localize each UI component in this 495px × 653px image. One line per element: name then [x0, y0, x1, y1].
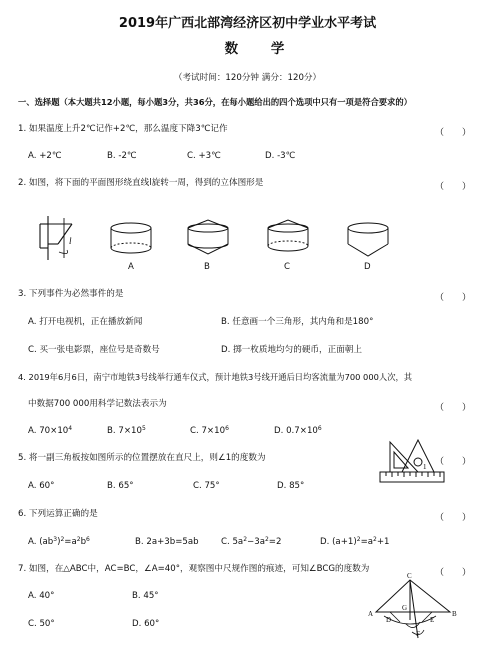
q2-solid-a	[104, 218, 164, 268]
q6-option-c: C. $5a^2-3a^2=2$	[221, 536, 282, 547]
q6-option-a: A. $(ab^3)^2=a^2b^6$	[28, 536, 90, 547]
q1-option-c: C. +3℃	[187, 151, 221, 161]
q5-option-b: B. 65°	[107, 481, 134, 491]
q2-solid-c	[261, 216, 321, 266]
q7-label-e: E	[430, 616, 435, 624]
q7-label-b: B	[452, 610, 457, 618]
q4-option-c: C. $7\times 10^6$	[190, 425, 229, 436]
q7-triangle-construction-figure	[366, 572, 461, 642]
q7-label-a: A	[368, 610, 374, 618]
q2-label-b: B	[204, 262, 210, 272]
q7-stem: 7. 如图，在△ABC中，AC=BC，∠A=40°，观察图中尺规作图的痕迹，可知∠BCG的度数为	[18, 564, 370, 574]
section-heading: 一、选择题（本大题共12小题，每小题3分，共36分，在每小题给出的四个选项中只有一项是符合要求的）	[18, 97, 412, 107]
q5-option-d: D. 85°	[277, 481, 305, 491]
q4-option-b: B. $7\times 10^5$	[107, 425, 146, 436]
q7-option-c: C. 50°	[28, 619, 55, 629]
q7-label-c: C	[407, 572, 412, 580]
exam-info: （考试时间：120分钟 满分：120分）	[173, 73, 322, 83]
q4-answer-paren: （ ）	[435, 403, 472, 413]
q5-answer-paren: （ ）	[435, 457, 472, 467]
q2-solid-b	[181, 216, 241, 266]
q7-option-a: A. 40°	[28, 591, 55, 601]
q7-option-b: B. 45°	[132, 591, 159, 601]
q2-label-c: C	[284, 262, 291, 272]
exam-title: 2019年广西北部湾经济区初中学业水平考试	[118, 16, 377, 31]
q5-angle-label: 1	[423, 463, 427, 471]
q5-triangle-ruler-figure	[378, 436, 448, 496]
q2-axis-label: l	[69, 236, 72, 246]
q6-option-b: B. 2a+3b=5ab	[135, 537, 199, 547]
q4-stem-line1: 4. 2019年6月6日，南宁市地铁3号线举行通车仪式，预计地铁3号线开通后日均客流量为700 000人次，其	[18, 372, 413, 382]
q6-answer-paren: （ ）	[435, 513, 472, 523]
q4-stem-line2: 中数据700 000用科学记数法表示为	[28, 399, 167, 409]
q1-answer-paren: （ ）	[435, 128, 472, 138]
q1-option-a: A. +2℃	[28, 151, 62, 161]
q3-option-c: C. 买一张电影票，座位号是奇数号	[28, 345, 160, 355]
q3-option-d: D. 掷一枚质地均匀的硬币，正面朝上	[221, 345, 362, 355]
q3-answer-paren: （ ）	[435, 293, 472, 303]
q5-option-a: A. 60°	[28, 481, 55, 491]
q6-option-d: D. $(a+1)^2=a^2+1$	[320, 536, 390, 547]
q2-stem: 2. 如图，将下面的平面图形绕直线l旋转一周，得到的立体图形是	[18, 178, 264, 188]
q5-option-c: C. 75°	[193, 481, 220, 491]
q2-label-d: D	[364, 262, 371, 272]
q4-option-a: A. $70\times 10^4$	[28, 425, 73, 436]
q7-option-d: D. 60°	[132, 619, 160, 629]
q2-answer-paren: （ ）	[435, 182, 472, 192]
q1-option-b: B. -2℃	[107, 151, 137, 161]
q2-plane-figure	[30, 212, 90, 272]
q2-solid-d	[341, 218, 401, 268]
q7-answer-paren: （ ）	[435, 568, 472, 578]
subject-title: 数 学	[224, 41, 299, 57]
q2-label-a: A	[128, 262, 134, 272]
q7-label-g: G	[402, 604, 408, 612]
q7-label-f: F	[416, 630, 420, 638]
q5-stem: 5. 将一副三角板按如图所示的位置摆放在直尺上，则∠1的度数为	[18, 453, 266, 463]
q3-stem: 3. 下列事件为必然事件的是	[18, 289, 124, 299]
q3-option-b: B. 任意画一个三角形，其内角和是180°	[221, 317, 374, 327]
q4-option-d: D. $0.7\times 10^6$	[274, 425, 322, 436]
q1-option-d: D. -3℃	[265, 151, 296, 161]
q6-stem: 6. 下列运算正确的是	[18, 509, 98, 519]
q7-label-d: D	[386, 616, 392, 624]
q3-option-a: A. 打开电视机，正在播放新闻	[28, 317, 143, 327]
q1-stem: 1. 如果温度上升2℃记作+2℃，那么温度下降3℃记作	[18, 124, 228, 134]
